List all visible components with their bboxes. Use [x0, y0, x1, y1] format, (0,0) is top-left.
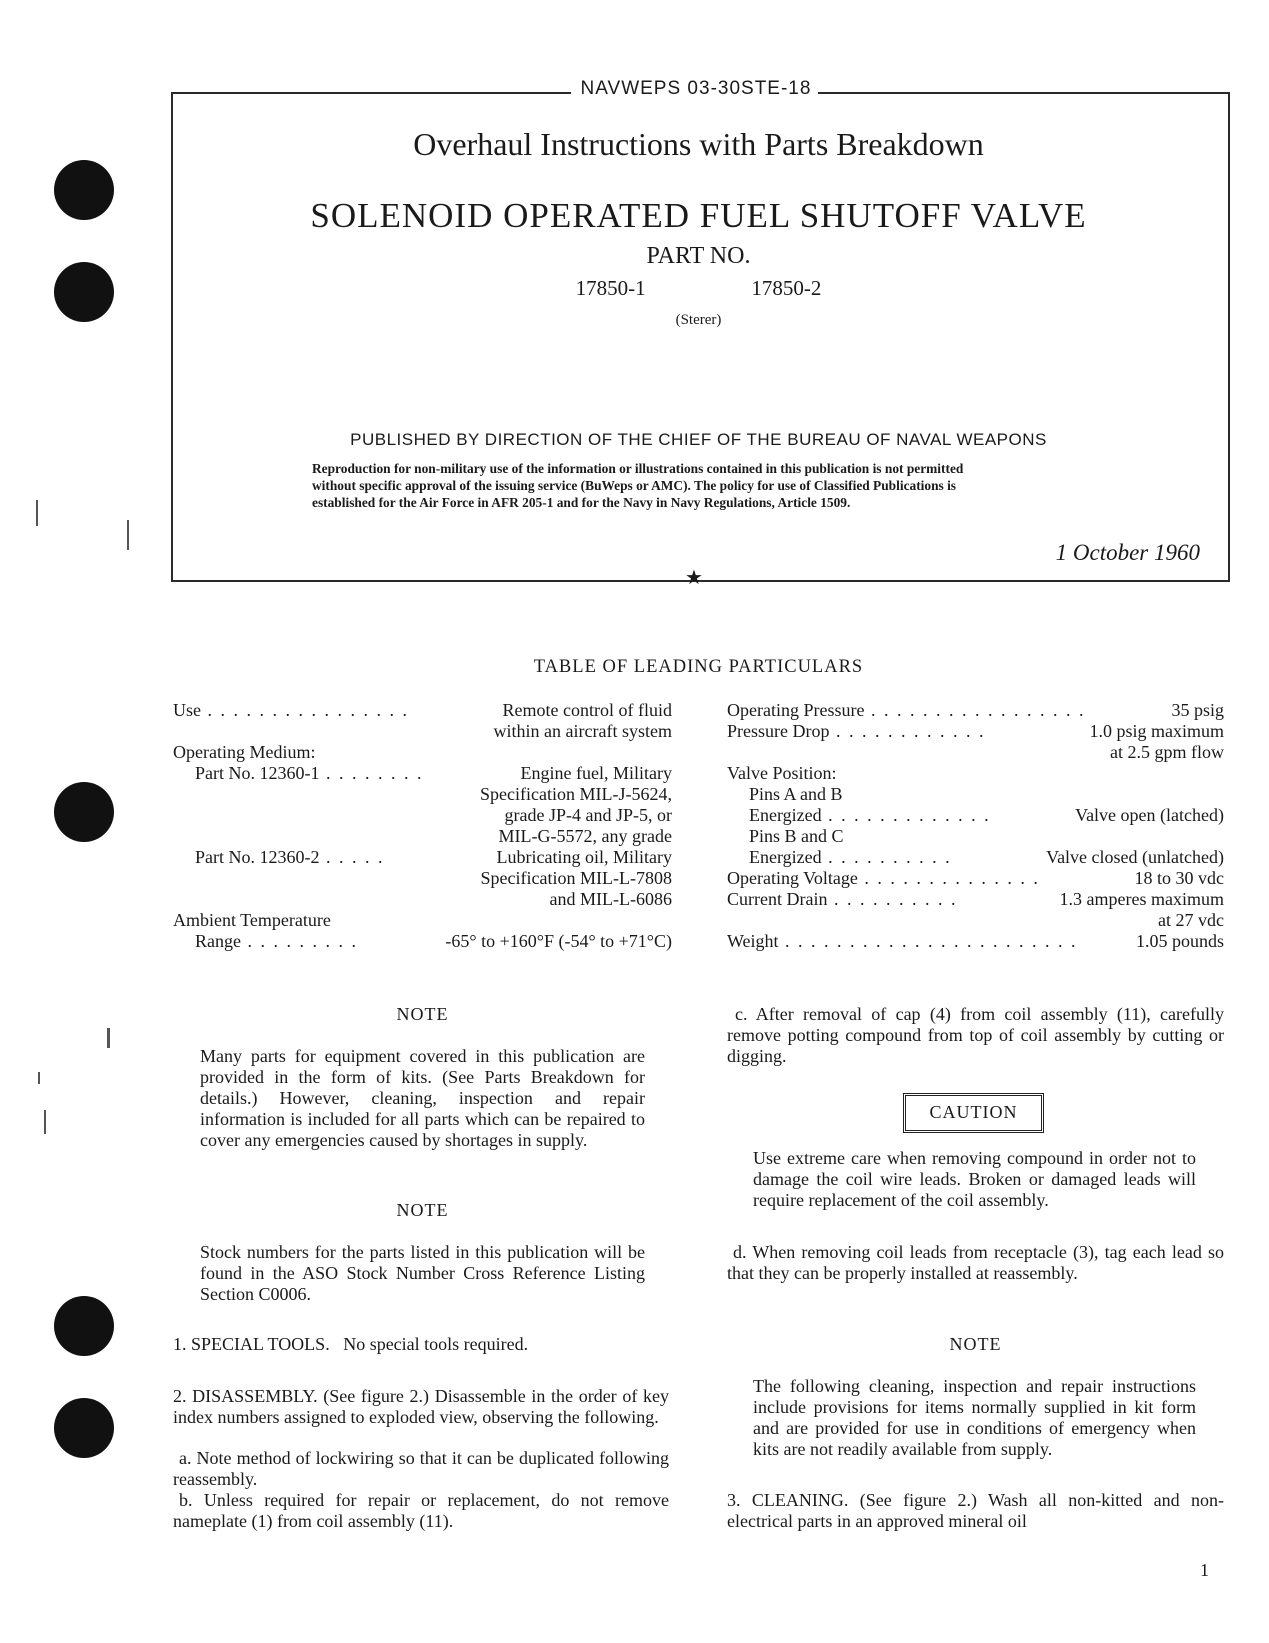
label: Pressure Drop — [727, 721, 830, 741]
leader-dots: . . . . . . . . . . . . . . — [857, 868, 1040, 888]
binder-hole — [54, 1398, 114, 1458]
doc-number: NAVWEPS 03-30STE-18 — [580, 78, 812, 99]
publication-date: 1 October 1960 — [1055, 540, 1200, 565]
scan-mark — [44, 1110, 46, 1134]
leader-dots: . . . . . . . . . . — [827, 889, 958, 909]
value: Engine fuel, Military — [520, 763, 672, 783]
scan-mark — [127, 520, 129, 550]
particular-row — [727, 721, 1224, 742]
caution-box: CAUTION — [903, 1093, 1044, 1133]
leader-dots: . . . . . . . . . — [240, 931, 358, 951]
value: Lubricating oil, Military — [496, 847, 672, 867]
particular-row — [173, 847, 672, 868]
note-text: Stock numbers for the parts listed in this publication will be found in the ASO Stock Number Cross Reference Listing Section C0006. — [200, 1242, 645, 1304]
particular-row — [173, 784, 672, 805]
reproduction-line: without specific approval of the issuing service (BuWeps or AMC). The policy for use of Classified Publications is — [312, 478, 957, 493]
step-b: b. Unless required for repair or replacement, do not remove nameplate (1) from coil assembly (11). — [173, 1490, 669, 1531]
frame-top-right — [818, 92, 1228, 94]
particular-row — [173, 868, 672, 889]
particular-row — [727, 805, 1224, 826]
value: at 2.5 gpm flow — [1110, 742, 1224, 762]
leader-dots: . . . . . . . . . . — [821, 847, 952, 867]
value: within an aircraft system — [493, 721, 672, 741]
binder-hole — [54, 262, 114, 322]
particular-row — [727, 700, 1224, 721]
step-a: a. Note method of lockwiring so that it can be duplicated following reassembly. — [173, 1448, 669, 1489]
value: 1.05 pounds — [1135, 931, 1224, 951]
leader-dots: . . . . . . . . . . . . . . . . . . . . . . . — [778, 931, 1078, 951]
value: 18 to 30 vdc — [1134, 868, 1224, 888]
particular-row — [727, 763, 1224, 784]
part-label: PART NO. — [646, 243, 751, 269]
manufacturer: (Sterer) — [675, 312, 722, 328]
star-icon: ★ — [685, 567, 703, 589]
note-text: Many parts for equipment covered in this publication are provided in the form of kits. (See Parts Breakdown for details.) However, cleaning, inspection and repair information is included for all parts which can be repaired to cover any emergencies caused by shortages in supply. — [200, 1046, 645, 1150]
reproduction-notice — [312, 460, 1086, 511]
particular-row — [173, 805, 672, 826]
label: Operating Voltage — [727, 868, 858, 888]
label: Ambient Temperature — [173, 910, 331, 930]
leader-dots: . . . . . . . . . . . . — [829, 721, 986, 741]
reproduction-line: established for the Air Force in AFR 205-1 and for the Navy in Navy Regulations, Article 1509. — [312, 495, 851, 510]
particular-row — [173, 742, 672, 763]
leader-dots: . . . . . — [319, 847, 385, 867]
leader-dots: . . . . . . . . . . . . . — [821, 805, 991, 825]
part-numbers: 17850-1 17850-2 — [575, 276, 822, 300]
value: at 27 vdc — [1158, 910, 1224, 930]
label: Use — [173, 700, 201, 720]
leader-dots: . . . . . . . . — [319, 763, 424, 783]
step-c: c. After removal of cap (4) from coil assembly (11), carefully remove potting compound from top of coil assembly by cutting or digging. — [727, 1004, 1224, 1066]
note-heading: NOTE — [396, 1200, 449, 1220]
label: Range — [195, 931, 241, 951]
leading-particulars-title: TABLE OF LEADING PARTICULARS — [533, 657, 864, 677]
reproduction-line: Reproduction for non-military use of the information or illustrations contained in this publication is not permitted — [312, 461, 964, 476]
value: 1.0 psig maximum — [1089, 721, 1224, 741]
scan-mark — [36, 500, 38, 526]
scan-mark — [38, 1072, 40, 1084]
value: and MIL-L-6086 — [549, 889, 672, 909]
particular-row — [173, 763, 672, 784]
value: MIL-G-5572, any grade — [498, 826, 672, 846]
particular-row — [727, 910, 1224, 931]
value: Specification MIL-J-5624, — [480, 784, 672, 804]
particular-row — [173, 700, 672, 721]
value: 35 psig — [1171, 700, 1224, 720]
published-by: PUBLISHED BY DIRECTION OF THE CHIEF OF THE BUREAU OF NAVAL WEAPONS — [350, 430, 1047, 449]
section-cleaning: 3. CLEANING. (See figure 2.) Wash all non-kitted and non-electrical parts in an approved mineral oil — [727, 1490, 1224, 1531]
binder-hole — [54, 160, 114, 220]
label: Weight — [727, 931, 779, 951]
note-heading: NOTE — [396, 1004, 449, 1024]
binder-hole — [54, 1296, 114, 1356]
label: Energized — [749, 847, 822, 867]
particular-row — [727, 931, 1224, 952]
page-number: 1 — [1200, 1560, 1209, 1580]
particular-row — [173, 889, 672, 910]
value: grade JP-4 and JP-5, or — [504, 805, 672, 825]
section-special-tools: 1. SPECIAL TOOLS. No special tools required. — [173, 1334, 529, 1354]
particulars-right — [727, 700, 1224, 952]
doc-subject: SOLENOID OPERATED FUEL SHUTOFF VALVE — [310, 196, 1087, 235]
particulars-left — [173, 700, 672, 952]
value: Remote control of fluid — [502, 700, 672, 720]
particular-row — [173, 910, 672, 931]
step-d: d. When removing coil leads from receptacle (3), tag each lead so that they can be properly installed at reassembly. — [727, 1242, 1224, 1283]
label: Energized — [749, 805, 822, 825]
value: Valve closed (unlatched) — [1046, 847, 1224, 867]
note-heading: NOTE — [949, 1334, 1002, 1354]
section-disassembly: 2. DISASSEMBLY. (See figure 2.) Disassemble in the order of key index numbers assigned to exploded view, observing the following. — [173, 1386, 669, 1427]
particular-row — [173, 931, 672, 952]
particular-row — [173, 721, 672, 742]
particular-row — [727, 826, 1224, 847]
doc-title: Overhaul Instructions with Parts Breakdown — [413, 126, 984, 162]
particular-row — [727, 868, 1224, 889]
label: Operating Medium: — [173, 742, 316, 762]
label: Valve Position: — [727, 763, 837, 783]
binder-hole — [54, 782, 114, 842]
label: Pins B and C — [749, 826, 844, 846]
scan-mark — [107, 1028, 110, 1048]
note-text: The following cleaning, inspection and repair instructions include provisions for items normally supplied in kit form and are provided for use in conditions of emergency when kits are not readily available from supply. — [753, 1376, 1196, 1459]
leader-dots: . . . . . . . . . . . . . . . . — [201, 700, 409, 720]
caution-text: Use extreme care when removing compound in order not to damage the coil wire leads. Broken or damaged leads will require replacement of the coil assembly. — [753, 1148, 1196, 1210]
particular-row — [727, 889, 1224, 910]
particular-row — [727, 784, 1224, 805]
particular-row — [173, 826, 672, 847]
leader-dots: . . . . . . . . . . . . . . . . . — [864, 700, 1086, 720]
value: Valve open (latched) — [1075, 805, 1224, 825]
label: Part No. 12360-1 — [195, 763, 320, 783]
value: Specification MIL-L-7808 — [480, 868, 672, 888]
value: 1.3 amperes maximum — [1059, 889, 1224, 909]
label: Current Drain — [727, 889, 828, 909]
label: Operating Pressure — [727, 700, 865, 720]
label: Part No. 12360-2 — [195, 847, 320, 867]
particular-row — [727, 847, 1224, 868]
particular-row — [727, 742, 1224, 763]
value: -65° to +160°F (-54° to +71°C) — [445, 931, 672, 951]
frame-top-left — [171, 92, 571, 94]
label: Pins A and B — [749, 784, 843, 804]
